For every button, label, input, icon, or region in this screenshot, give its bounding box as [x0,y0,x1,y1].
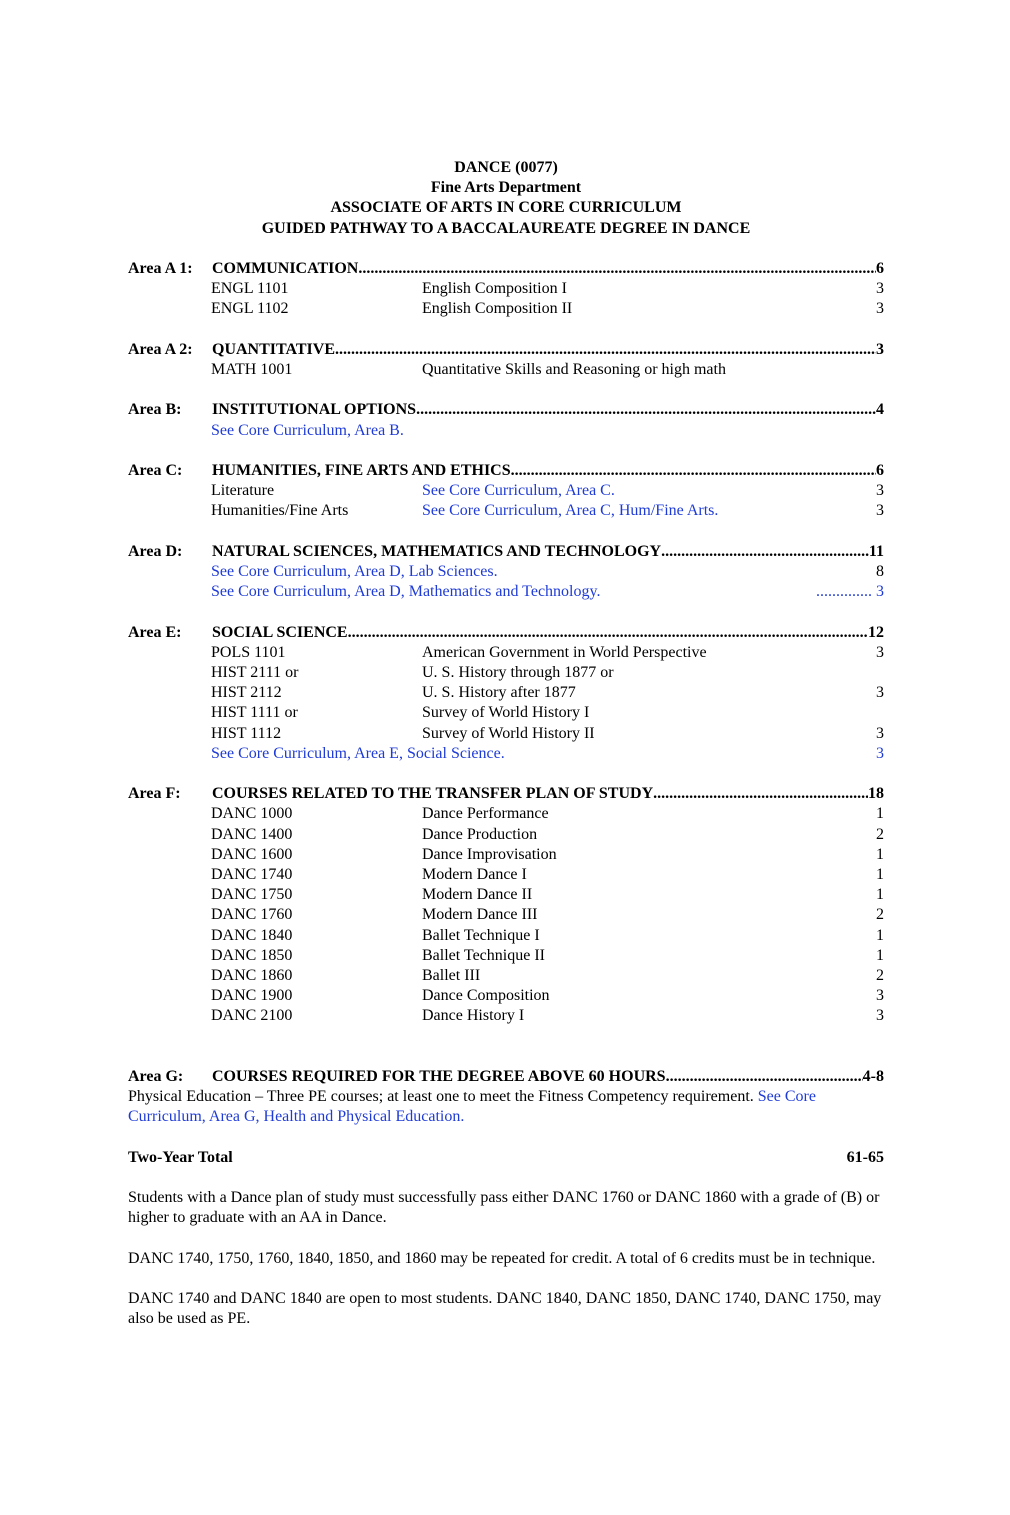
area-a1-heading: Area A 1: COMMUNICATION ..... 6 [128,259,884,279]
area-e-heading: Area E: SOCIAL SCIENCE ..... 12 [128,623,884,643]
course-row: DANC 1400 Dance Production 2 [211,825,884,843]
course-row: HIST 1112 Survey of World History II 3 [211,724,884,742]
course-row: DANC 1740 Modern Dance I 1 [211,866,884,883]
program-title: DANCE (0077) [454,159,558,176]
course-row: DANC 1850 Ballet Technique II 1 [211,946,884,964]
course-row: DANC 1900 Dance Composition 3 [211,987,884,1005]
course-row: ENGL 1101 English Composition I 3 [211,280,884,298]
area-b-heading: Area B: INSTITUTIONAL OPTIONS ..... 4 [128,400,884,420]
course-row: DANC 1600 Dance Improvisation 1 [211,845,884,863]
degree-name: ASSOCIATE OF ARTS IN CORE CURRICULUM [330,199,682,217]
course-row: HIST 1111 or Survey of World History I [211,704,590,722]
area-g-heading: Area G: COURSES REQUIRED FOR THE DEGREE ABOVE 60 HOURS ..... 4-8 [128,1067,884,1087]
core-curriculum-link[interactable]: See Core Curriculum, Area E, Social Science. [211,744,505,762]
course-row: ENGL 1102 English Composition II 3 [211,300,884,318]
note-paragraph: Students with a Dance plan of study must successfully pass either DANC 1760 or DANC 1860 with a grade of (B) or higher to graduate with an AA in Dance. [128,1189,880,1227]
note-paragraph: DANC 1740, 1750, 1760, 1840, 1850, and 1860 may be repeated for credit. A total of 6 credits must be in technique. [128,1249,876,1267]
course-row: POLS 1101 American Government in World Perspective 3 [211,643,884,661]
area-f-heading: Area F: COURSES RELATED TO THE TRANSFER PLAN OF STUDY ..... 18 [128,784,884,804]
document-page: DANCE (0077) Fine Arts Department ASSOCIATE OF ARTS IN CORE CURRICULUM GUIDED PATHWAY TO A BACCALAUREATE DEGREE IN DANCE Area A 1: COMMUNICATION ..... 6 ENGL 1101 English Composition I 3 ENGL 1102 English Composition II 3 Area A 2: QUANTITATIVE ..... 3 MATH 1001 Quantitative Skills and Reasoning or high math Area B: INSTITUTIONAL OPTIONS ..... 4 See Core Curriculum, Area B. Area C: HUMANITIES, FINE ARTS AND ETHICS ..... 6 Literature See Core Curriculum, Area C. 3 Humanities/Fine Arts See Core Curriculum, Area C, Hum/Fine Arts. 3 Area D: NATURAL SCIENCES, MATHEMATICS AND TECHNOLOGY ..... 11 See Core Curriculum, Area D, Lab Sciences. 8 See Core Curriculum, Area D, Mathematics and Technology. .............. 3 Area E: SOCIAL SCIENCE ..... 12 POLS 1101 American Government in World Perspective 3 HIST 2111 or U. S. History through 1877 or HIST 2112 U. S. History after 1877 3 HIST 1111 or Survey of World History I HIST 1112 Survey of World History II 3 See Core Curriculum, Area E, Social Science. 3 Area F: COURSES RELATED TO THE TRANSFER PLAN OF STUDY ..... 18 DANC 1000 Dance Performance 1 DANC 1400 Dance Production 2 DANC 1600 Dance Improvisation 1 DANC 1740 Modern Dance I 1 DANC 1750 Modern Dance II 1 DANC 1760 Modern Dance III 2 DANC 1840 Ballet Technique I 1 DANC 1850 Ballet Technique II 1 DANC 1860 Ballet III 2 DANC 1900 Dance Composition 3 DANC 2100 Dance History I 3 Area G: COURSES REQUIRED FOR THE DEGREE ABOVE 60 HOURS ..... 4-8 Physical Education – Three PE courses; at least one to meet the Fitness Competency requirement. See Core Curriculum, Area G, Health and Physical Education. Two-Year Total 61-65 Students with a Dance plan of study must successfully pass either DANC 1760 or DANC 1860 with a grade of (B) or higher to graduate with an AA in Dance. DANC 1740, 1750, 1760, 1840, 1850, and 1860 may be repeated for credit. A total of 6 credits must be in technique. DANC 1740 and DANC 1840 are open to most students. DANC 1840, DANC 1850, DANC 1740, DANC 1750, may also be used as PE. [128,158,884,1330]
course-row: HIST 2111 or U. S. History through 1877 or [211,663,614,681]
core-curriculum-link[interactable]: See Core Curriculum, Area B. [211,421,404,439]
course-row: MATH 1001 Quantitative Skills and Reasoning or high math [211,361,726,378]
course-row: HIST 2112 U. S. History after 1877 3 [211,684,884,702]
course-row: DANC 1860 Ballet III 2 [211,967,884,985]
area-a2-heading: Area A 2: QUANTITATIVE ..... 3 [128,340,884,360]
course-row: Literature See Core Curriculum, Area C. 3 [128,481,884,501]
two-year-total: Two-Year Total 61-65 [128,1148,884,1166]
course-row: DANC 1760 Modern Dance III 2 [211,906,884,924]
core-curriculum-link[interactable]: See Core Curriculum, Area C. [422,482,615,500]
course-row: DANC 1750 Modern Dance II 1 [211,886,884,904]
pathway-title: GUIDED PATHWAY TO A BACCALAUREATE DEGREE IN DANCE [261,219,751,237]
course-row: DANC 1000 Dance Performance 1 [211,805,884,823]
core-curriculum-link[interactable]: See Core Curriculum, Area D, Lab Sciences. [211,562,498,580]
note-paragraph: DANC 1740 and DANC 1840 are open to most students. DANC 1840, DANC 1850, DANC 1740, DANC 1750, may also be used as PE. [128,1290,882,1328]
core-curriculum-link[interactable]: See Core Curriculum, Area C, Hum/Fine Arts. [422,502,719,520]
area-c-heading: Area C: HUMANITIES, FINE ARTS AND ETHICS ..... 6 [128,461,884,481]
area-g-description: Physical Education – Three PE courses; at least one to meet the Fitness Competency requirement. See Core Curriculum, Area G, Health and Physical Education. [128,1088,816,1126]
area-d-heading: Area D: NATURAL SCIENCES, MATHEMATICS AND TECHNOLOGY ..... 11 [128,542,884,562]
course-row: DANC 1840 Ballet Technique I 1 [211,926,884,944]
course-row: Humanities/Fine Arts See Core Curriculum, Area C, Hum/Fine Arts. 3 [128,501,884,521]
course-row: DANC 2100 Dance History I 3 [211,1007,884,1025]
core-curriculum-link[interactable]: See Core Curriculum, Area G, Health and Physical Education. [128,1088,816,1126]
department-name: Fine Arts Department [430,179,582,197]
core-curriculum-link[interactable]: See Core Curriculum, Area D, Mathematics and Technology. [211,583,601,601]
